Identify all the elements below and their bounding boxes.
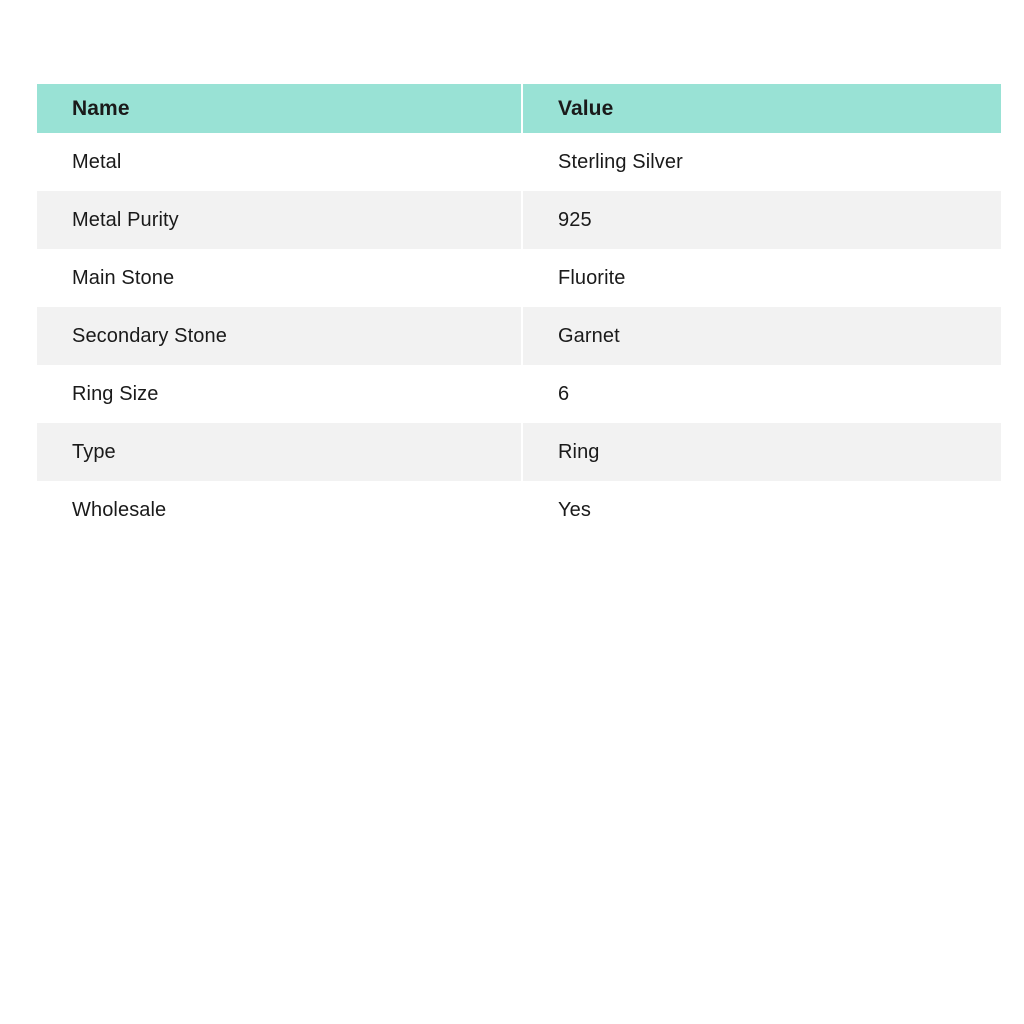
table-header-row (37, 84, 1001, 133)
table-row (37, 133, 1001, 191)
table-row (37, 423, 1001, 481)
table-row (37, 481, 1001, 539)
attributes-table (37, 84, 1001, 539)
attribute-name: Type (37, 423, 523, 481)
attribute-value: Fluorite (558, 266, 626, 289)
table-row (37, 365, 1001, 423)
column-header-name: Name (37, 84, 523, 133)
attribute-value: 6 (558, 382, 570, 405)
attribute-value: Garnet (558, 324, 620, 347)
attribute-value: Yes (558, 498, 591, 521)
attribute-value: 925 (558, 208, 592, 231)
table-row (37, 307, 1001, 365)
attribute-name: Secondary Stone (37, 307, 523, 365)
attribute-name: Main Stone (37, 249, 523, 307)
attribute-name: Ring Size (37, 365, 523, 423)
attribute-name: Wholesale (37, 481, 523, 539)
column-header-value: Value (558, 96, 614, 120)
table-row (37, 249, 1001, 307)
attribute-value: Sterling Silver (558, 150, 683, 173)
attribute-name: Metal Purity (37, 191, 523, 249)
attribute-name: Metal (37, 133, 523, 191)
table-row (37, 191, 1001, 249)
attribute-value: Ring (558, 440, 600, 463)
